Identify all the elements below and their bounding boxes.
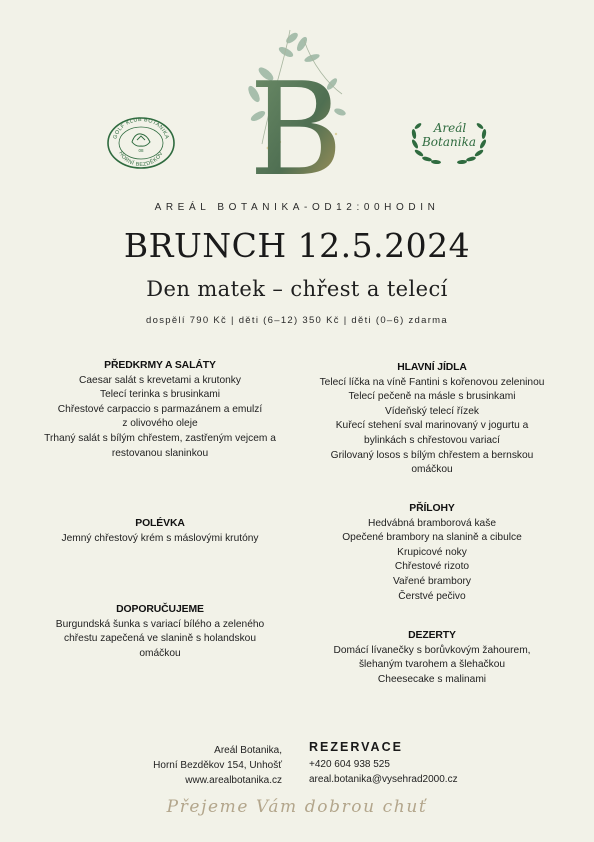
- menu-section-doporucujeme: [30, 603, 290, 661]
- menu-item: Trhaný salát s bílým chřestem, zastřeným vejcem a: [44, 432, 276, 444]
- menu-item: Vařené brambory: [393, 575, 471, 587]
- menu-section-predkrmy: [30, 359, 290, 461]
- website-link[interactable]: www.arealbotanika.cz: [185, 775, 282, 786]
- phone-link[interactable]: +420 604 938 525: [309, 759, 390, 770]
- golf-klub-logo: [104, 116, 178, 170]
- menu-item: Čerstvé pečivo: [398, 590, 466, 602]
- menu-item: omáčkou: [139, 647, 181, 659]
- svg-text:B: B: [248, 56, 344, 184]
- menu-section-polevka: [30, 517, 290, 546]
- svg-text:GOLF KLUB BOTANIKA: GOLF KLUB BOTANIKA: [112, 116, 170, 140]
- venue-address: [140, 743, 282, 788]
- menu-item: omáčkou: [411, 464, 453, 476]
- menu-item: šlehaným tvarohem a šlehačkou: [358, 659, 506, 671]
- closing-greeting: Přejeme Vám dobrou chuť: [166, 797, 428, 817]
- reservation-heading: REZERVACE: [309, 740, 403, 754]
- menu-section-hlavni-jidla: [294, 361, 570, 478]
- section-heading: PŘÍLOHY: [409, 503, 455, 514]
- price-line: dospělí 790 Kč | děti (6–12) 350 Kč | děti (0–6) zdarma: [146, 315, 448, 326]
- svg-text:08: 08: [138, 148, 144, 153]
- menu-section-prilohy: [294, 502, 570, 604]
- menu-item: Vídeňský telecí řízek: [385, 405, 479, 417]
- svg-text:Areál: Areál: [433, 121, 467, 135]
- menu-item: Grilovaný losos s bílým chřestem a bernskou: [330, 449, 534, 461]
- menu-item: Chřestové rizoto: [394, 561, 470, 573]
- menu-item: Telecí terinka s brusinkami: [99, 389, 221, 401]
- tagline: AREÁL BOTANIKA-OD12:00HODIN: [154, 202, 440, 213]
- areal-botanika-logo: [404, 104, 494, 168]
- menu-item: Chřestové carpaccio s parmazánem a emulzí: [57, 403, 263, 415]
- email-link[interactable]: areal.botanika@vysehrad2000.cz: [309, 774, 458, 785]
- menu-item: restovanou slaninkou: [111, 447, 209, 459]
- address-line: Areál Botanika,: [214, 745, 282, 756]
- menu-item: Kuřecí stehení sval marinovaný v jogurtu a: [335, 420, 529, 432]
- menu-item: Caesar salát s krevetami a krutonky: [79, 374, 241, 386]
- menu-item: Telecí líčka na víně Fantini s kořenovou zeleninou: [319, 376, 545, 388]
- section-heading: DOPORUČUJEME: [116, 604, 204, 615]
- svg-text:Botanika: Botanika: [421, 135, 477, 149]
- section-heading: PŘEDKRMY A SALÁTY: [104, 360, 216, 371]
- page-title: BRUNCH 12.5.2024: [123, 226, 471, 265]
- section-heading: HLAVNÍ JÍDLA: [397, 362, 467, 373]
- menu-item: Burgundská šunka s variací bílého a zeleného: [55, 618, 265, 630]
- menu-item: chřestu zapečená ve slanině s holandskou: [64, 633, 256, 645]
- section-heading: DEZERTY: [408, 630, 456, 641]
- menu-item: Domácí lívanečky s borůvkovým žahourem,: [333, 644, 531, 656]
- section-heading: POLÉVKA: [135, 518, 185, 529]
- menu-item: Jemný chřestový krém s máslovými krutóny: [61, 532, 259, 544]
- menu-section-dezerty: [294, 629, 570, 687]
- reservation-block: [309, 739, 458, 787]
- menu-item: Hedvábná bramborová kaše: [368, 517, 496, 529]
- menu-item: Cheesecake s malinami: [377, 673, 487, 685]
- botanika-b-monogram: [232, 24, 358, 184]
- menu-item: bylinkách s chřestovou variací: [364, 434, 500, 446]
- menu-item: Telecí pečeně na másle s brusinkami: [348, 391, 516, 403]
- page-subtitle: Den matek – chřest a telecí: [146, 277, 448, 301]
- menu-item: Opečené brambory na slanině a cibulce: [342, 532, 522, 544]
- address-line: Horní Bezděkov 154, Unhošť: [153, 760, 282, 771]
- svg-text:HORNÍ BEZDĚKOV: HORNÍ BEZDĚKOV: [117, 150, 165, 169]
- menu-item: Krupicové noky: [397, 546, 467, 558]
- menu-item: z olivového oleje: [122, 418, 198, 430]
